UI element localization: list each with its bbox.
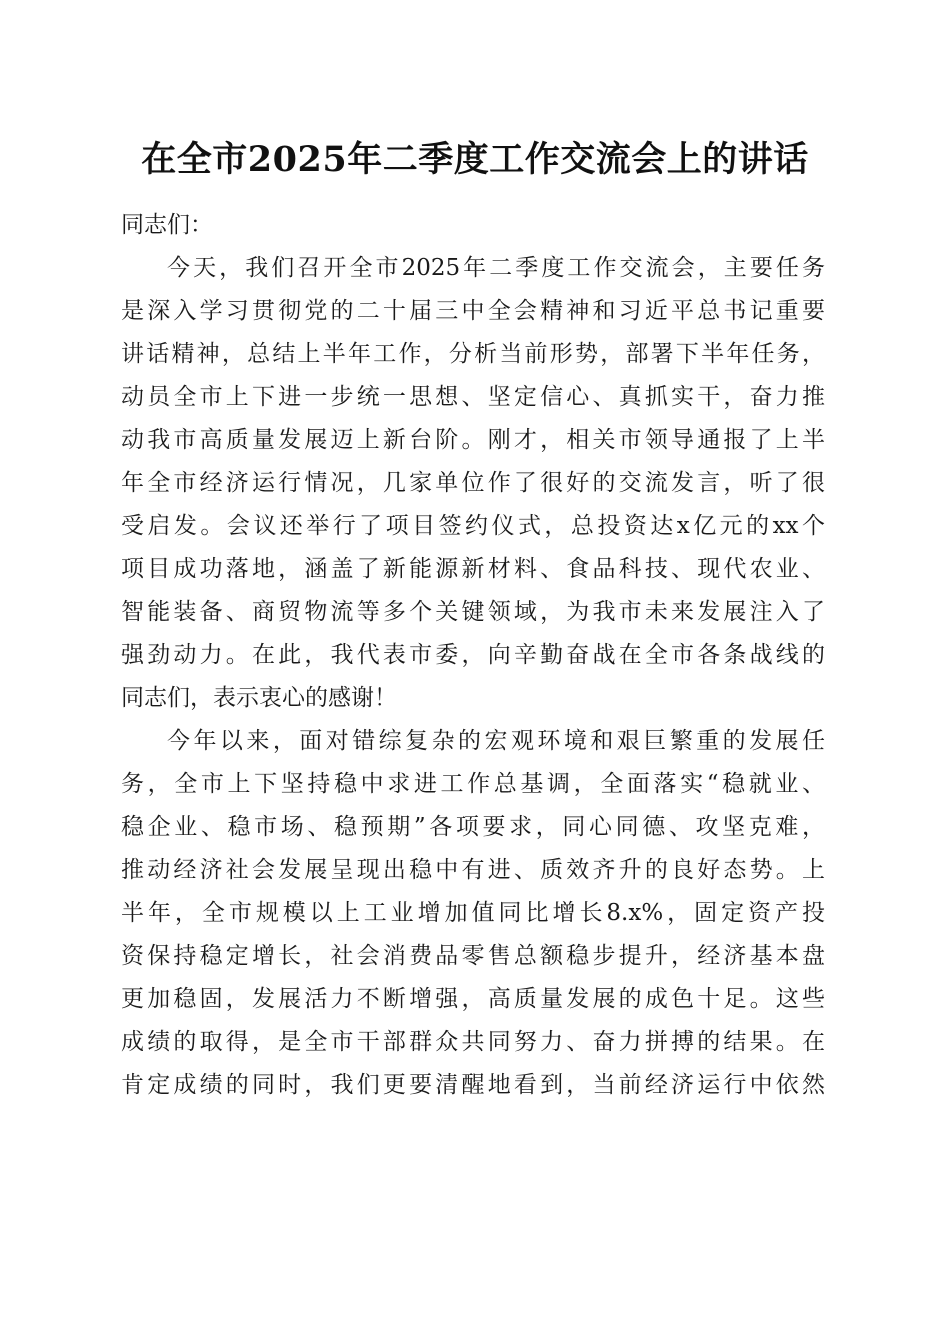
paragraph-line: 强劲动力。在此，我代表市委，向辛勤奋战在全市各条战线的 [121,642,825,668]
paragraph-line: 肯定成绩的同时，我们更要清醒地看到，当前经济运行中依然 [121,1072,825,1098]
paragraph-line: 智能装备、商贸物流等多个关键领域，为我市未来发展注入了 [121,599,825,625]
document-title: 在全市2025年二季度工作交流会上的讲话 [141,139,809,180]
paragraph-line: 动员全市上下进一步统一思想、坚定信心、真抓实干，奋力推 [121,384,825,410]
paragraph-line: 年全市经济运行情况，几家单位作了很好的交流发言，听了很 [121,470,825,496]
paragraph-line: 同志们，表示衷心的感谢！ [121,685,397,711]
paragraph-line: 更加稳固，发展活力不断增强，高质量发展的成色十足。这些 [121,986,825,1012]
paragraph-line: 讲话精神，总结上半年工作，分析当前形势，部署下半年任务， [121,341,825,367]
paragraph-line: 成绩的取得，是全市干部群众共同努力、奋力拼搏的结果。在 [121,1029,825,1055]
paragraph-line: 今天，我们召开全市2025年二季度工作交流会，主要任务 [167,255,825,281]
document-body [121,204,825,1107]
paragraph-line: 今年以来，面对错综复杂的宏观环境和艰巨繁重的发展任 [167,728,825,754]
paragraph-line: 动我市高质量发展迈上新台阶。刚才，相关市领导通报了上半 [121,427,825,453]
paragraph-line: 务，全市上下坚持稳中求进工作总基调，全面落实“稳就业、 [121,771,825,797]
paragraph-line: 稳企业、稳市场、稳预期”各项要求，同心同德、攻坚克难， [121,814,825,840]
paragraph-line: 推动经济社会发展呈现出稳中有进、质效齐升的良好态势。上 [121,857,825,883]
paragraph-line: 半年，全市规模以上工业增加值同比增长8.x%，固定资产投 [121,900,825,926]
paragraph-line: 资保持稳定增长，社会消费品零售总额稳步提升，经济基本盘 [121,943,825,969]
paragraph-line: 受启发。会议还举行了项目签约仪式，总投资达x亿元的xx个 [121,513,825,539]
paragraph-line: 项目成功落地，涵盖了新能源新材料、食品科技、现代农业、 [121,556,825,582]
paragraph-line: 是深入学习贯彻党的二十届三中全会精神和习近平总书记重要 [121,298,825,324]
salutation: 同志们： [121,212,213,238]
